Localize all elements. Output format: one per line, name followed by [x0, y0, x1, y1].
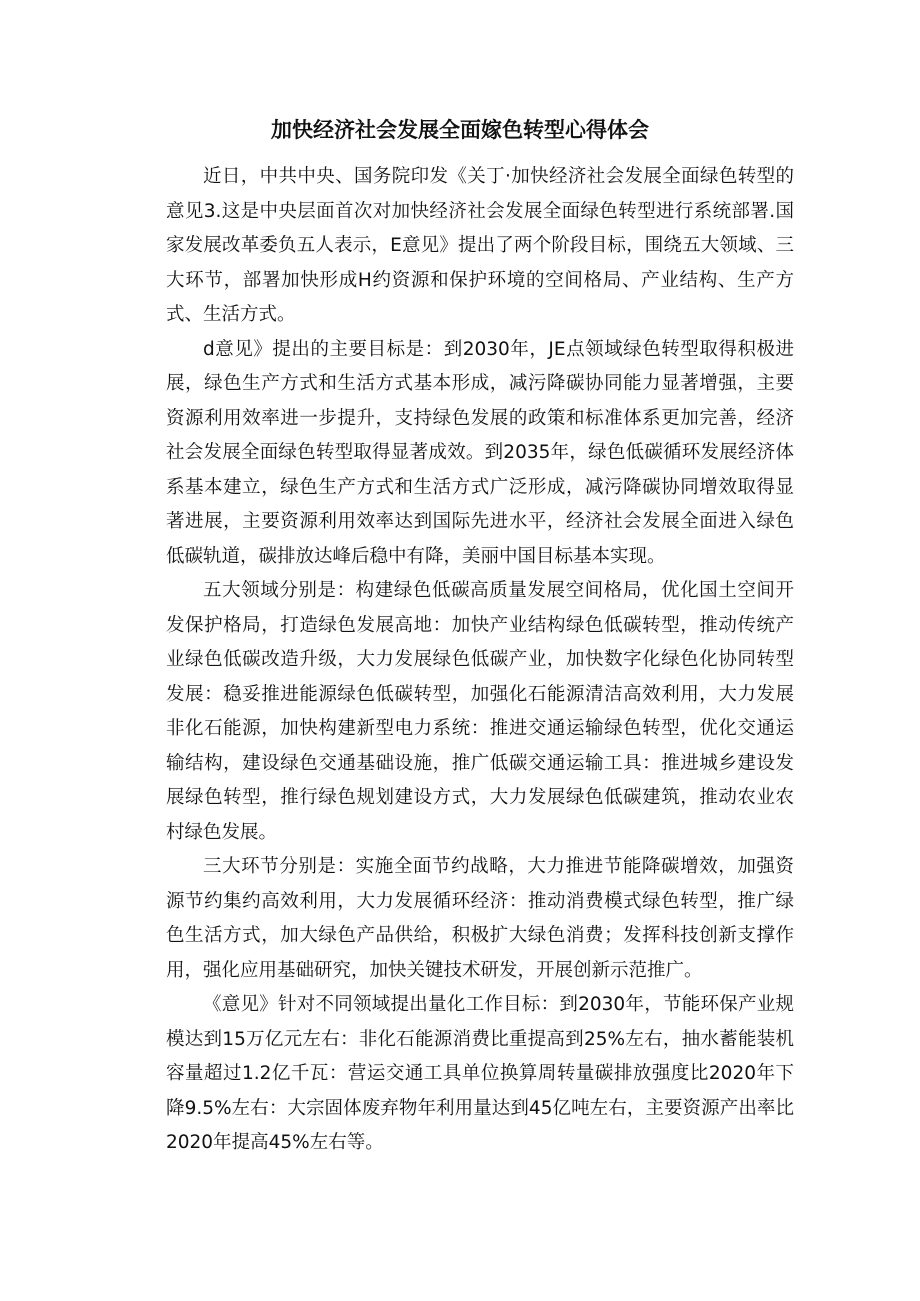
document-body — [166, 160, 794, 1161]
paragraph-intro: 近日，中共中央、国务院印发《关丁·加快经济社会发展全面绿色转型的意见3.这是中央层面首次对加快经济社会发展全面绿色转型进行系统部署.国家发展改革委负五人表示，E意见》提出了两个阶段目标，围绕五大领域、三大环节，部署加快形成H约资源和保护环境的空间格局、产业结构、生产方式、生活方式。 — [166, 166, 794, 325]
paragraph-three-links: 三大环节分别是：实施全面节约战略，大力推进节能降碳增效，加强资源节约集约高效利用，大力发展循环经济：推动消费模式绿色转型，推广绿色生活方式，加大绿色产品供给，积极扩大绿色消费；发挥科技创新支撑作用，强化应用基础研究，加快关键技术研发，开展创新示范推广。 — [166, 856, 794, 981]
paragraph-quantified-targets: 《意见》针对不同领域提出量化工作目标：到2030年，节能环保产业规模达到15万亿元左右：非化石能源消费比重提高到25%左右，抽水蓄能装机容量超过1.2亿千瓦：营运交通工具单位换算周转量碳排放强度比2020年下降9.5%左右：大宗固体废弃物年利用量达到45亿吨左右，主要资源产出率比2020年提高45%左右等。 — [166, 994, 794, 1153]
paragraph-five-fields: 五大领域分别是：构建绿色低碳高质量发展空间格局，优化国土空间开发保护格局，打造绿色发展高地：加快产业结构绿色低碳转型，推动传统产业绿色低碳改造升级，大力发展绿色低碳产业，加快数字化绿色化协同转型发展：稳妥推进能源绿色低碳转型，加强化石能源清洁高效利用，大力发展非化石能源，加快构建新型电力系统：推进交通运输绿色转型，优化交通运输结构，建设绿色交通基础设施，推广低碳交通运输工具：推进城乡建设发展绿色转型，推行绿色规划建设方式，大力发展绿色低碳建筑，推动农业农村绿色发展。 — [166, 580, 794, 843]
paragraph-main-goals: d意见》提出的主要目标是：到2030年，JE点领域绿色转型取得积极进展，绿色生产方式和生活方式基本形成，减污降碳协同能力显著增强，主要资源利用效率进一步提升，支持绿色发展的政策和标准体系更加完善，经济社会发展全面绿色转型取得显著成效。到2035年，绿色低碳循环发展经济体系基本建立，绿色生产方式和生活方式广泛形成，减污降碳协同增效取得显著进展，主要资源利用效率达到国际先进水平，经济社会发展全面进入绿色低碳轨道，碳排放达峰后稳中有降，美丽中国目标基本实现。 — [166, 338, 794, 567]
document-title: 加快经济社会发展全面嫁色转型心得体会 — [271, 118, 649, 142]
